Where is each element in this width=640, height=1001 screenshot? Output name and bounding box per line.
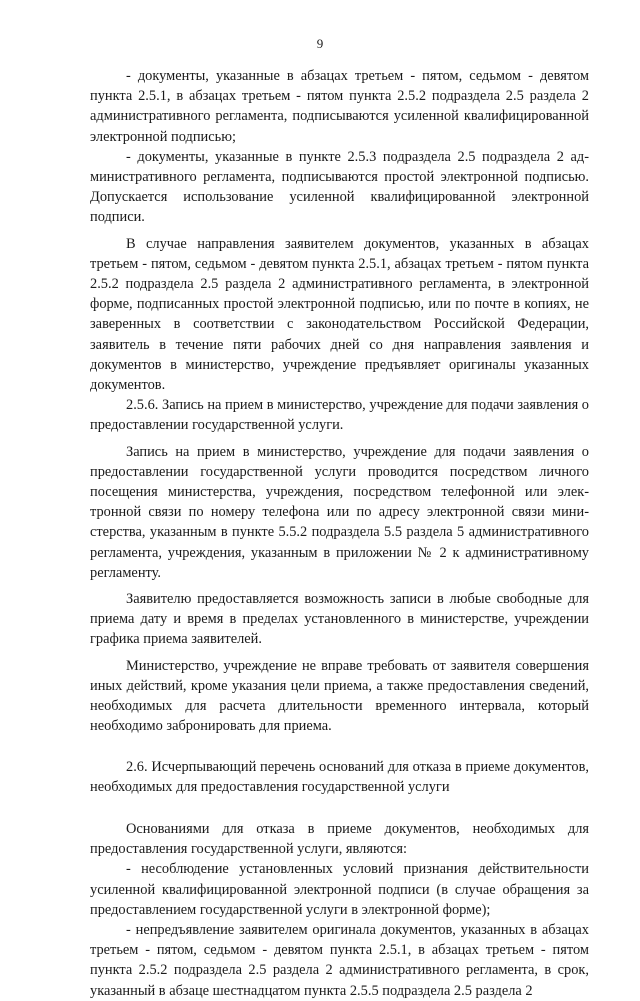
paragraph-refusal-ground-originals: - непредъявление заявителем оригинала документов, указанных в абзацах третьем - пятом, седьмом - девятом пункта 2.5.1, в абзацах третьем - пятом пункта 2.5.2 подраздела 2.5 раздела 2 административного регламента, в срок, указанный в абзаце шестнадцатом пункта 2.5.5 подраздела 2.5 раздела 2 (90, 921, 589, 999)
document-body (90, 66, 589, 1001)
paragraph-appointment-schedule: Заявителю предоставляется возможность записи в любые свободные для приема дату и время в пределах установленного в министерстве, учреждении графика приема заявителей. (90, 591, 589, 648)
section-heading-2-6: 2.6. Исчерпывающий перечень оснований для отказа в приеме документов, необходимых для предоставления государственной услуги (90, 758, 589, 795)
paragraph-appointment-procedure: Запись на прием в министерство, учреждение для подачи заявления о предоставлении государственной услуги проводится посредством личного посещения министерства, учреждения, посредством телефонной или электронной связи по номеру телефона или по адресу электронной связи министерства, указанным в пункте 5.5.2 подраздела 5.5 раздела 5 административного регламента, учреждения, указанным в приложении № 2 к административному регламенту. (90, 443, 589, 581)
paragraph-simple-signature-list: - документы, указанные в пункте 2.5.3 подраздела 2.5 подраздела 2 административного регламента, подписываются простой электронной подписью. Допускается использование усиленной квалифицированной электронной подписи. (90, 148, 589, 226)
paragraph-refusal-grounds-intro: Основаниями для отказа в приеме документов, необходимых для предоставления государственной услуги, являются: (90, 820, 589, 858)
paragraph-original-documents: В случае направления заявителем документов, указанных в абзацах третьем - пятом, седьмом - девятом пункта 2.5.1, абзацах третьем - пятом пункта 2.5.2 подраздела 2.5 раздела 2 административного регламента, в электронной форме, подписанных простой электронной подписью, или по почте в копиях, не заверенных в соответствии с законодательством Российской Федерации, заявитель в течение пяти рабочих дней со дня направления заявления и документов в министерство, учреждение предъявляет оригиналы указанных документов. (90, 235, 589, 394)
paragraph-2-5-6-title: 2.5.6. Запись на прием в министерство, учреждение для подачи заявления о предоставлении государственной услуги. (90, 397, 589, 434)
paragraph-refusal-ground-signature: - несоблюдение установленных условий признания действительности усиленной квалифицированной электронной подписи (в случае обращения за предоставлением государственной услуги в электронной форме); (90, 861, 589, 918)
paragraph-ministry-restrictions: Министерство, учреждение не вправе требовать от заявителя совершения иных действий, кроме указания цели приема, а также предоставления сведений, необходимых для расчета длительности временного интервала, который необходимо забронировать для приема. (90, 657, 589, 735)
paragraph-qualified-signature-list: - документы, указанные в абзацах третьем - пятом, седьмом - девятом пункта 2.5.1, в абзацах третьем - пятом пункта 2.5.2 подраздела 2.5 раздела 2 административного регламента, подписываются усиленной квалифицированной электронной подписью; (90, 68, 589, 145)
page-number: 9 (316, 36, 324, 51)
